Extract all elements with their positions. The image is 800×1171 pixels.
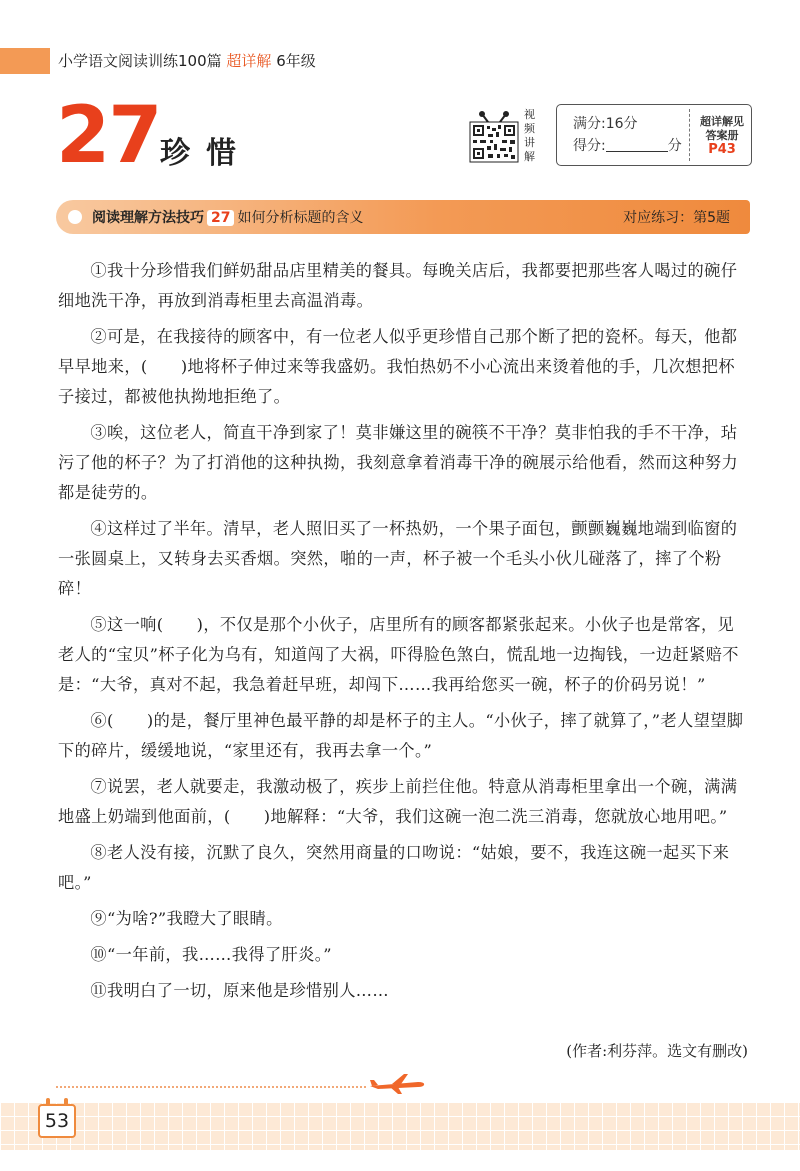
page-number: 53 bbox=[38, 1104, 76, 1138]
airplane-icon bbox=[368, 1072, 426, 1096]
source-attribution: (作者:利芬萍。选文有删改) bbox=[566, 1042, 748, 1060]
tip-subtitle: 如何分析标题的含义 bbox=[237, 210, 364, 226]
book-title-highlight: 超详解 bbox=[226, 52, 272, 70]
reading-passage bbox=[58, 256, 748, 1012]
lesson-number: 27 bbox=[56, 91, 161, 181]
got-score-unit: 分 bbox=[667, 138, 682, 154]
paragraph-5: ⑤这一响( )，不仅是那个小伙子，店里所有的顾客都紧张起来。小伙子也是常客，见老人的“宝贝”杯子化为乌有，知道闯了大祸，吓得脸色煞白，慌乱地一边掏钱，一边赶紧赔不是：“大爷，真对不起，我急着赶早班，却闯下……我再给您买一碗，杯子的价码另说！” bbox=[58, 615, 739, 694]
score-fields bbox=[573, 113, 682, 157]
footer-grid-band bbox=[0, 1102, 800, 1150]
got-score-label: 得分: bbox=[573, 138, 606, 154]
tip-label: 阅读理解方法技巧 bbox=[92, 210, 204, 226]
paragraph-3: ③唉，这位老人，简直干净到家了！莫非嫌这里的碗筷不干净？莫非怕我的手不干净，玷污了他的杯子？为了打消他的这种执拗，我刻意拿着消毒干净的碗展示给他看，然而这种努力都是徒劳的。 bbox=[58, 423, 739, 502]
paragraph-10: ⑩“一年前，我……我得了肝炎。” bbox=[90, 945, 332, 964]
answer-ref-line1: 超详解见 bbox=[700, 115, 744, 128]
bullet-dot-icon bbox=[68, 210, 82, 224]
paragraph-2: ②可是，在我接待的顾客中，有一位老人似乎更珍惜自己那个断了把的瓷杯。每天，他都早早地来，( )地将杯子伸过来等我盛奶。我怕热奶不小心流出来烫着他的手，几次想把杯子接过，都被他执拗地拒绝了。 bbox=[58, 327, 738, 406]
practice-reference: 对应练习：第5题 bbox=[623, 210, 730, 226]
paragraph-4: ④这样过了半年。清早，老人照旧买了一杯热奶，一个果子面包，颤颤巍巍地端到临窗的一张圆桌上，又转身去买香烟。突然，啪的一声，杯子被一个毛头小伙儿碰落了，摔了个粉碎！ bbox=[58, 519, 738, 598]
full-score: 满分:16分 bbox=[573, 116, 638, 132]
paragraph-9: ⑨“为啥?”我瞪大了眼睛。 bbox=[90, 909, 283, 928]
method-tip-bar bbox=[56, 200, 750, 234]
answer-ref-line2: 答案册 bbox=[705, 129, 739, 142]
paragraph-6: ⑥( )的是，餐厅里神色最平静的却是杯子的主人。“小伙子，摔了就算了，”老人望望脚下的碎片，缓缓地说，“家里还有，我再去拿一个。” bbox=[58, 711, 744, 760]
book-title bbox=[58, 50, 316, 71]
book-title-text: 小学语文阅读训练100篇 bbox=[58, 52, 222, 70]
paragraph-8: ⑧老人没有接，沉默了良久，突然用商量的口吻说：“姑娘，要不，我连这碗一起买下来吧。” bbox=[58, 843, 730, 892]
paragraph-7: ⑦说罢，老人就要走，我激动极了，疾步上前拦住他。特意从消毒柜里拿出一个碗，满满地盛上奶端到他面前，( )地解释：“大爷，我们这碗一泡二洗三消毒，您就放心地用吧。” bbox=[58, 777, 738, 826]
got-score bbox=[573, 135, 682, 157]
qr-label: 视频讲解 bbox=[524, 108, 535, 163]
grade-label: 6年级 bbox=[276, 52, 316, 70]
qr-code-icon[interactable] bbox=[468, 110, 520, 164]
answer-ref-page: P43 bbox=[708, 142, 736, 157]
header-accent-bar bbox=[0, 48, 50, 74]
footer-dotted-line bbox=[56, 1086, 366, 1088]
answer-reference bbox=[693, 115, 751, 157]
score-box bbox=[556, 104, 752, 166]
lesson-title: 珍惜 bbox=[160, 136, 252, 171]
paragraph-1: ①我十分珍惜我们鲜奶甜品店里精美的餐具。每晚关店后，我都要把那些客人喝过的碗仔细地洗干净，再放到消毒柜里去高温消毒。 bbox=[58, 261, 738, 310]
paragraph-11: ⑪我明白了一切，原来他是珍惜别人…… bbox=[90, 981, 389, 1000]
tip-number: 27 bbox=[207, 210, 234, 226]
tip-text bbox=[92, 207, 363, 227]
score-blank[interactable] bbox=[606, 137, 668, 152]
score-divider bbox=[689, 109, 690, 161]
